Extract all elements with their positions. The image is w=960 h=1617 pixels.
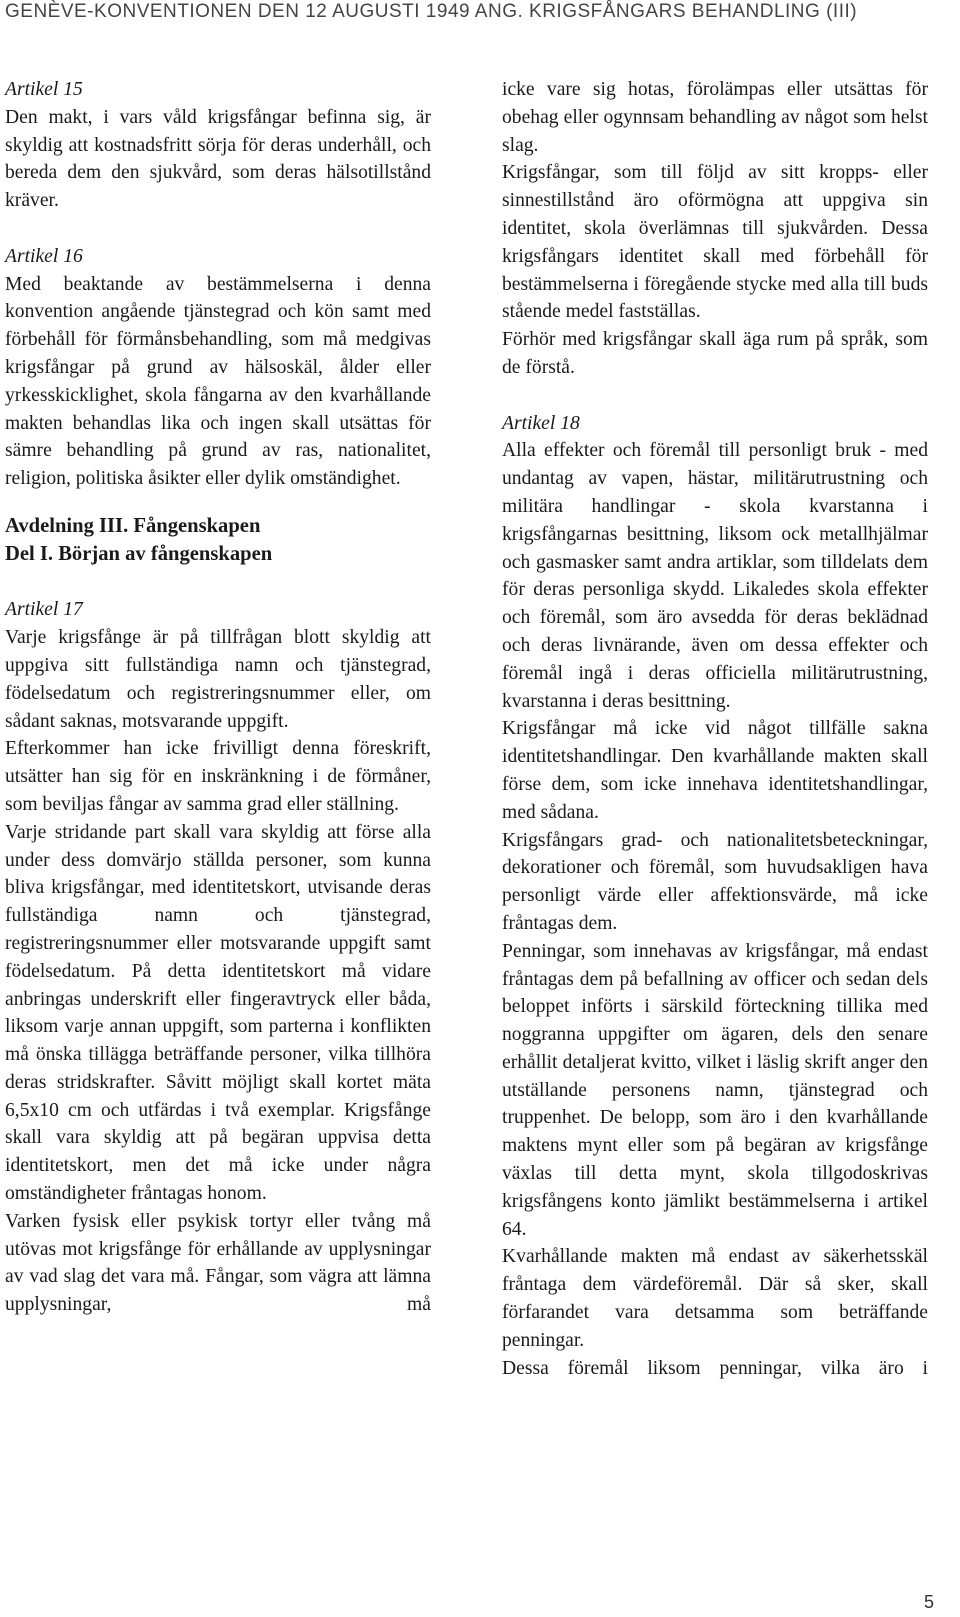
article-15-paragraph: Den makt, i vars våld krigsfångar befinna sig, är skyldig att kostnadsfritt sörja för deras underhåll, och bereda dem den sjukvård, som deras hälsotillstånd kräver. [5,106,431,212]
right-column [502,76,928,1382]
running-header: GENÈVE-KONVENTIONEN DEN 12 AUGUSTI 1949 ANG. KRIGSFÅNGARS BEHANDLING (III) [5,1,858,22]
article-17-heading: Artikel 17 [5,599,83,621]
left-column [5,76,431,1319]
article-16-paragraph: Med beaktande av bestämmelserna i denna konvention angående tjänstegrad och kön samt med förbehåll för förmånsbehandling, som må medgivas krigsfångar på grund av hälsoskäl, ålder eller yrkesskicklighet, skola fångarna av den kvarhållande makten behandlas lika och ingen skall utsättas för sämre behandling på grund av ras, nationalitet, religion, politiska åsikter eller dylik omständighet. [5,273,431,490]
article-17-paragraph-2: Efterkommer han icke frivilligt denna föreskrift, utsätter han sig för en inskränkning i de förmåner, som beviljas fångar av samma grad eller ställning. [5,738,431,815]
article-18-paragraph-1: Alla effekter och föremål till personligt bruk - med undantag av vapen, hästar, militärutrustning och militära handlingar - skola kvarstanna i krigsfångarnas besittning, liksom ock metallhjälmar och gasmasker samt andra artiklar, som tilldelats dem för deras personliga skydd. Likaledes skola effekter och föremål, som äro avsedda för deras beklädnad och deras livnärande, även om dessa effekter och föremål ingå i deras officiella militärutrustning, kvarstanna i deras besittning. [502,440,928,712]
article-18-paragraph-3: Krigsfångars grad- och nationalitetsbeteckningar, dekorationer och föremål, som huvudsakligen hava personligt värde eller affektionsvärde, må icke fråntagas dem. [502,829,928,934]
article-17-paragraph-1: Varje krigsfånge är på tillfrågan blott skyldig att uppgiva sitt fullständiga namn och tjänstegrad, födelsedatum och registreringsnummer eller, om sådant saknas, motsvarande uppgift. [5,627,431,732]
article-17-continued-paragraph-2: Krigsfångar, som till följd av sitt kropps- eller sinnestillstånd äro oförmögna att uppgiva sin identitet, skola överlämnas till sjukvården. Dessa krigsfångars identitet skall med förbehåll för bestämmelserna i föregående stycke med alla till buds stående medel fastställas. [502,162,928,323]
article-16-heading: Artikel 16 [5,245,83,267]
page-number: 5 [923,1592,934,1612]
article-17-continued-paragraph-3: Förhör med krigsfångar skall äga rum på språk, som de förstå. [502,329,928,378]
section-heading: Avdelning III. Fångenskapen [5,514,261,537]
article-17-continued-paragraph-1: icke vare sig hotas, förolämpas eller utsättas för obehag eller ogynnsam behandling av något som helst slag. [502,79,928,156]
article-18-heading: Artikel 18 [502,412,580,434]
article-18-paragraph-5: Kvarhållande makten må endast av säkerhetsskäl fråntaga dem värdeföremål. Där så sker, skall förfarandet vara detsamma som beträffande penningar. [502,1246,928,1351]
article-17-paragraph-4: Varken fysisk eller psykisk tortyr eller tvång må utövas mot krigsfånge för erhållande av upplysningar av vad slag det vara må. Fångar, som vägra att lämna upplysningar, må [5,1210,431,1316]
part-heading: Del I. Början av fångenskapen [5,542,273,565]
article-18-paragraph-4: Penningar, som innehavas av krigsfångar, må endast fråntagas dem på befallning av officer och sedan dels beloppet införts i särskild förteckning tillika med noggranna uppgifter om ägaren, dels den senare erhållit detaljerat kvitto, vilket i läslig skrift anger den utställande personens namn, tjänstegrad och truppenhet. De belopp, som äro i den kvarhållande maktens mynt eller som på begäran av krigsfånge växlas till detta mynt, skola tillgodoskrivas krigsfångens konto jämlikt bestämmelserna i artikel 64. [502,940,928,1240]
article-17-paragraph-3: Varje stridande part skall vara skyldig att förse alla under dess domvärjo ställda personer, som kunna bliva krigsfångar, med identitetskort, utvisande deras fullständiga namn och tjänstegrad, registreringsnummer eller motsvarande uppgift samt födelsedatum. På detta identitetskort må vidare anbringas underskrift eller fingeravtryck eller båda, liksom varje annan uppgift, som parterna i konflikten må önska tillägga beträffande personer, vilka tillhöra deras stridskrafter. Såvitt möjligt skall kortet mäta 6,5x10 cm och utfärdas i två exemplar. Krigsfånge skall vara skyldig att på begäran uppvisa detta identitetskort, men det må icke under några omständigheter fråntagas honom. [5,821,431,1205]
article-18-paragraph-2: Krigsfångar må icke vid något tillfälle sakna identitetshandlingar. Den kvarhållande makten skall förse dem, som icke innehava identitetshandlingar, med sådana. [502,718,928,823]
article-18-paragraph-6: Dessa föremål liksom penningar, vilka äro i [502,1357,928,1379]
article-15-heading: Artikel 15 [5,79,83,100]
